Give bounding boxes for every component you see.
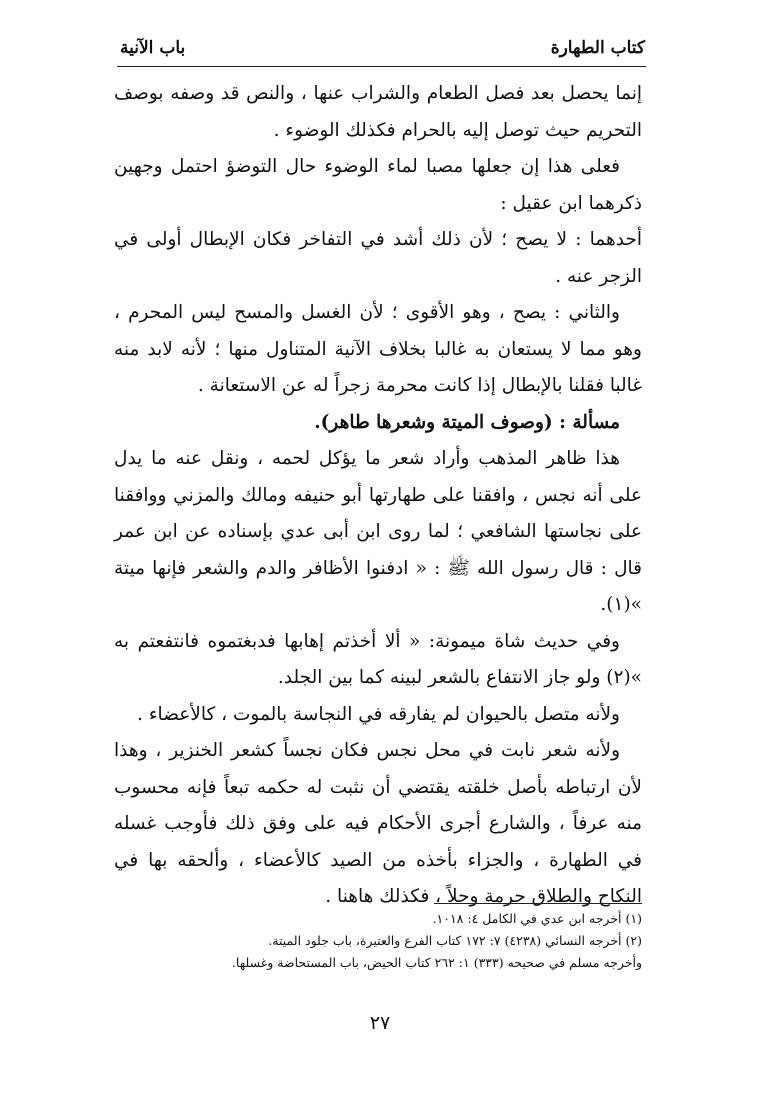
footnote-1: (١) أخرجه ابن عدي في الكامل ٤: ١٠١٨. xyxy=(432,911,642,926)
main-text xyxy=(114,76,642,916)
paragraph: هذا ظاهر المذهب وأراد شعر ما يؤكل لحمه ، ونقل عنه ما يدل على أنه نجس ، وافقنا على طهارتها أبو حنيفه ومالك والمزني ووافقنا على نجاستها الشافعي ؛ لما روى ابن أبى عدي بإسناده عن ابن عمر قال : قال رسول الله ﷺ : « ادفنوا الأظافر والدم والشعر فإنها ميتة »(١). xyxy=(114,448,642,615)
paragraph: أحدهما : لا يصح ؛ لأن ذلك أشد في التفاخر فكان الإبطال أولى في الزجر عنه . xyxy=(114,229,642,287)
page-number: ٢٧ xyxy=(369,1012,391,1034)
paragraph: ولأنه شعر نابت في محل نجس فكان نجساً كشعر الخنزير ، وهذا لأن ارتباطه بأصل خلقته يقتضي أن نثبت له حكمه تبعاً فإنه محسوب منه عرفاً ، والشارع أجرى الأحكام فيه على وفق ذلك فأوجب غسله في الطهارة ، والجزاء بأخذه من الصيد كالأعضاء ، وألحقه بها في النكاح والطلاق حرمة وحلاً ، فكذلك هاهنا . xyxy=(114,740,642,907)
footnotes xyxy=(114,908,642,974)
running-header-book-title: كتاب الطهارة xyxy=(550,38,645,58)
footnote-2: (٢) أخرجه النسائي (٤٢٣٨) ٧: ١٧٢ كتاب الفرع والعتيرة، باب جلود الميتة. xyxy=(268,933,642,948)
paragraph: إنما يحصل بعد فصل الطعام والشراب عنها ، والنص قد وصفه بوصف التحريم حيث توصل إليه بالحرام فكذلك الوضوء . xyxy=(114,83,642,141)
footnote-2-continuation: وأخرجه مسلم في صحيحه (٣٣٣) ١: ٢٦٢ كتاب الحيض، باب المستحاضة وغسلها. xyxy=(231,955,642,970)
paragraph: وفي حديث شاة ميمونة: « ألا أخذتم إهابها فدبغتموه فانتفعتم به »(٢) ولو جاز الانتفاع بالشعر لبينه كما بين الجلد. xyxy=(114,630,642,688)
paragraph: والثاني : يصح ، وهو الأقوى ؛ لأن الغسل والمسح ليس المحرم ، وهو مما لا يستعان به غالبا بخلاف الآنية المتناول منها ؛ لأنه لابد منه غالبا فقلنا بالإبطال إذا كانت محرمة زجراً له عن الاستعانة . xyxy=(114,302,642,396)
paragraph: فعلى هذا إن جعلها مصبا لماء الوضوء حال التوضؤ احتمل وجهين ذكرهما ابن عقيل : xyxy=(114,156,642,214)
paragraph: ولأنه متصل بالحيوان لم يفارقه في النجاسة بالموت ، كالأعضاء . xyxy=(137,703,620,725)
header-rule xyxy=(117,66,646,67)
running-header-chapter-title: باب الآنية xyxy=(120,38,186,58)
mas-ala-heading: مسألة : (وصوف الميتة وشعرها طاهر). xyxy=(314,411,620,433)
footnote-separator xyxy=(434,903,642,904)
